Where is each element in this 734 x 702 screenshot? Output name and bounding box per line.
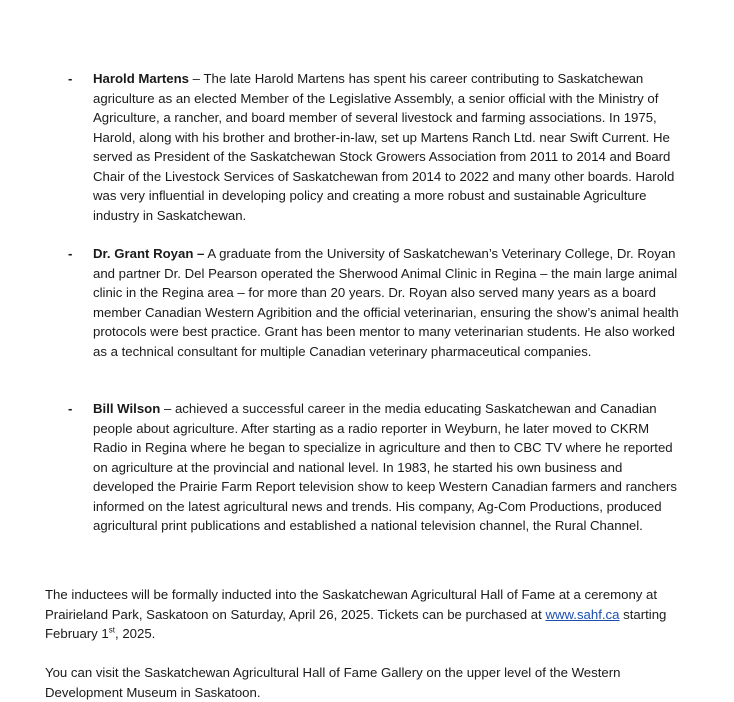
ceremony-text-end: , 2025. [115, 626, 156, 641]
inductee-name: Bill Wilson [93, 401, 161, 416]
list-bullet: - [68, 401, 73, 416]
list-bullet: - [68, 246, 73, 261]
sahf-website-link[interactable]: www.sahf.ca [545, 606, 620, 622]
ceremony-text-after-link: starting February 1 [45, 606, 667, 641]
inductee-paragraph [93, 399, 683, 536]
inductee-name: Harold Martens [93, 71, 189, 86]
inductee-name: Dr. Grant Royan – [93, 246, 205, 261]
list-bullet: - [68, 71, 73, 86]
inductee-paragraph [93, 69, 683, 225]
name-separator: – [160, 401, 175, 416]
inductee-paragraph [93, 244, 683, 361]
ceremony-paragraph [45, 585, 695, 644]
gallery-paragraph: You can visit the Saskatchewan Agricultural Hall of Fame Gallery on the upper level of the Western Development Museum in Saskatoon. [45, 665, 621, 700]
name-separator: – [189, 71, 204, 86]
ceremony-text: The inductees will be formally inducted into the Saskatchewan Agricultural Hall of Fame at a ceremony at Prairieland Park, Saskatoon on Saturday, April 26, 2025. Tickets can be purchased at [45, 587, 658, 622]
inductee-bio: achieved a successful career in the media educating Saskatchewan and Canadian people about agriculture. After starting as a radio reporter in Weyburn, he later moved to CKRM Radio in Regina where he began to specialize in agriculture and then to CBC TV where he reported on agriculture at the provincial and national level. In 1983, he started his own business and developed the Prairie Farm Report television show to keep Western Canadian farmers and ranchers informed on the latest agricultural news and trends. His company, Ag-Com Productions, produced agricultural print publications and established a national television channel, the Rural Channel. [93, 401, 677, 533]
inductee-bio: The late Harold Martens has spent his career contributing to Saskatchewan agriculture as an elected Member of the Legislative Assembly, a senior official with the Ministry of Agriculture, a rancher, and board member of several livestock and farming associations. In 1975, Harold, along with his brother and brother-in-law, set up Martens Ranch Ltd. near Swift Current. He served as President of the Saskatchewan Stock Growers Association from 2011 to 2014 and Board Chair of the Livestock Services of Saskatchewan from 2014 to 2022 and many other boards. Harold was very influential in developing policy and creating a more robust and sustainable Agriculture industry in Saskatchewan. [93, 71, 675, 223]
inductee-bio: A graduate from the University of Saskatchewan’s Veterinary College, Dr. Royan and partner Dr. Del Pearson operated the Sherwood Animal Clinic in Regina – the main large animal clinic in the Regina area – for more than 20 years. Dr. Royan also served many years as a board member Canadian Western Agribition and the official veterinarian, ensuring the show’s animal health protocols were best practice. Grant has been mentor to many veterinarian students. He also worked as a technical consultant for multiple Canadian veterinary pharmaceutical companies. [93, 246, 679, 359]
ordinal-suffix: st [108, 625, 116, 635]
